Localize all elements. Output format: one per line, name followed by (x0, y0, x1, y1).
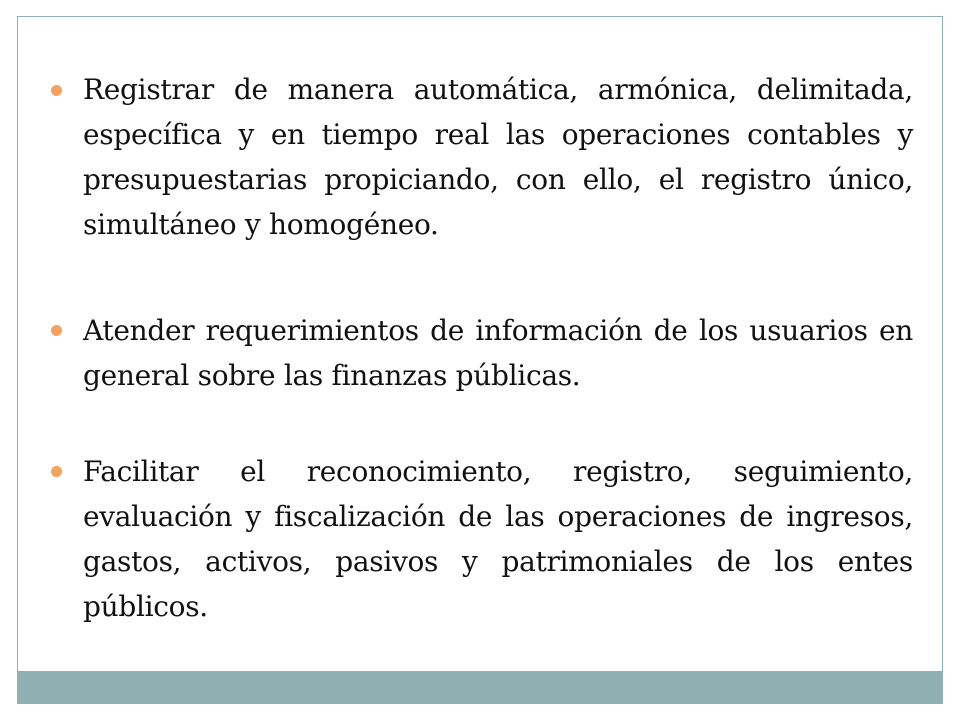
bullet-dot-icon (51, 325, 62, 336)
bullet-dot-icon (51, 466, 62, 477)
bullet-text: Registrar de manera automática, armónica, delimitada, específica y en tiempo real las operaciones contables y presupuestarias propiciando, con ello, el registro único, simultáneo y homogéneo. (83, 73, 913, 241)
bullet-dot-icon (51, 85, 62, 96)
bullet-text: Facilitar el reconocimiento, registro, seguimiento, evaluación y fiscalización de las operaciones de ingresos, gastos, activos, pasivos y patrimoniales de los entes públicos. (83, 455, 913, 623)
bullet-text: Atender requerimientos de información de los usuarios en general sobre las finanzas públicas. (83, 314, 913, 392)
footer-bar (17, 671, 943, 704)
